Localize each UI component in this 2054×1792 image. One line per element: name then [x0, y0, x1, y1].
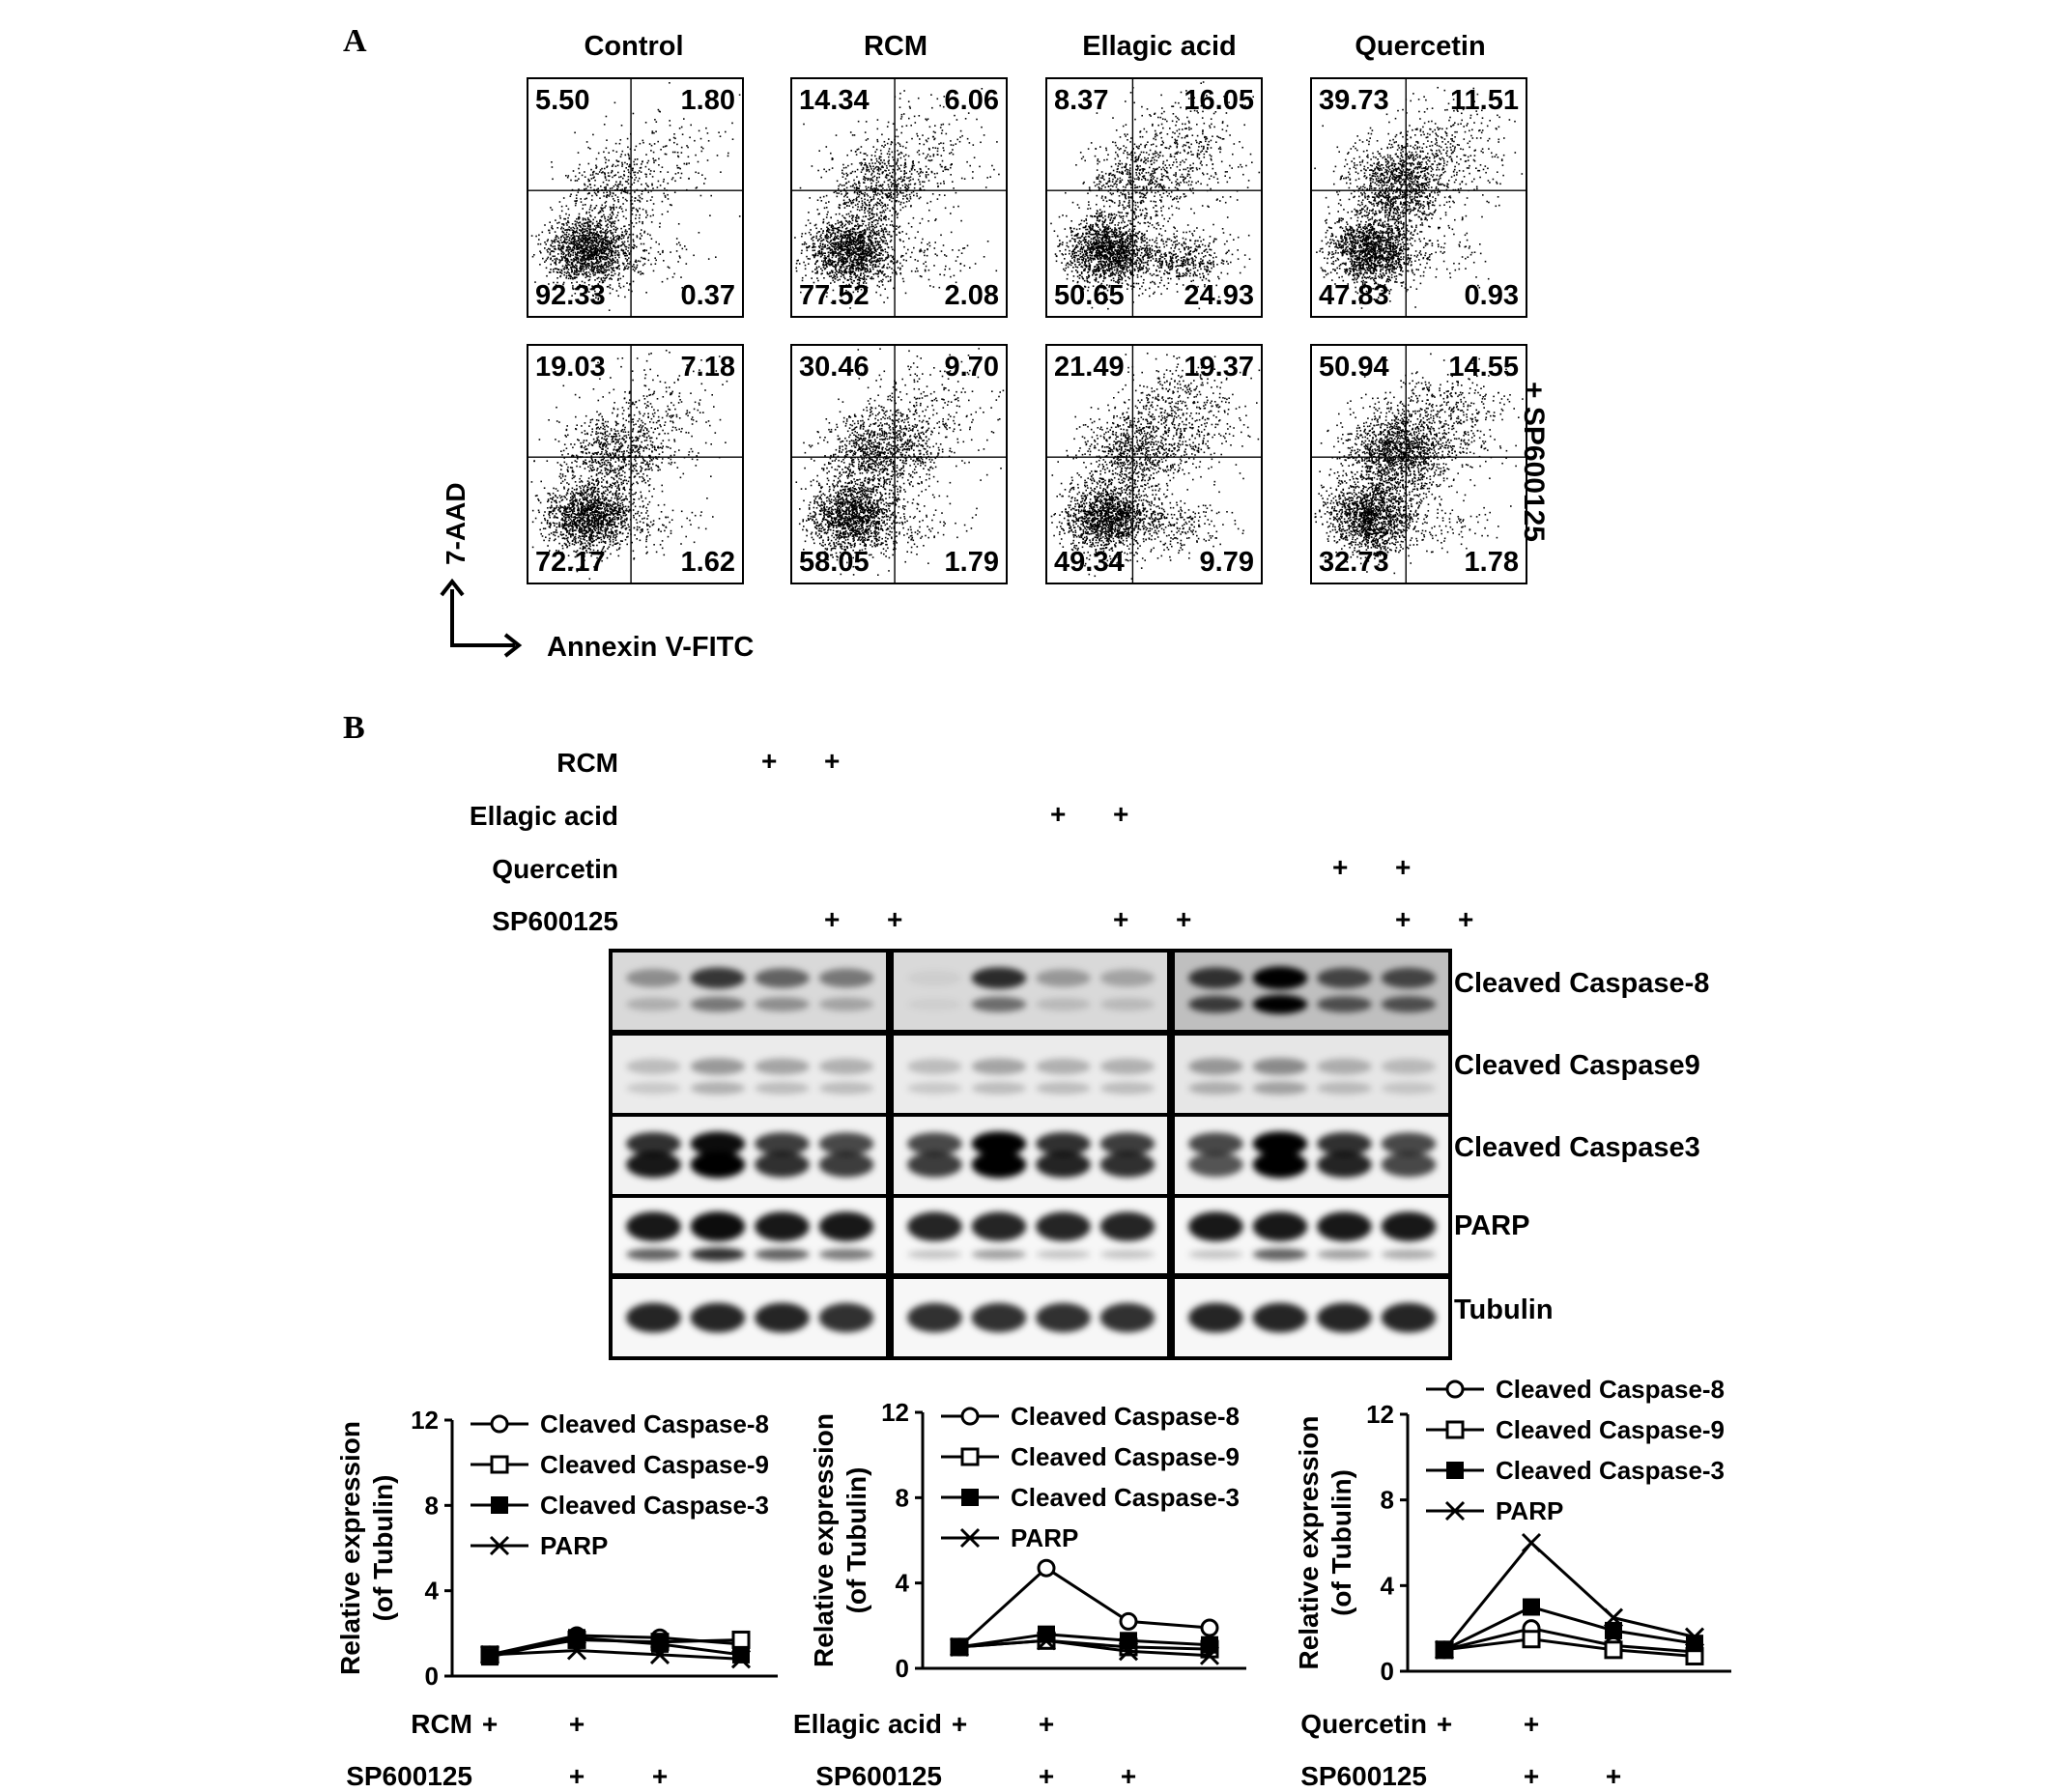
data-point	[733, 1632, 749, 1647]
y-axis-title-unit: (of Tubulin)	[368, 1475, 398, 1622]
quadrant-value-ul: 5.50	[535, 85, 589, 117]
y-tick-label: 4	[1381, 1571, 1395, 1600]
row-label-ellagic-acid: Ellagic acid	[470, 801, 618, 832]
y-tick-label: 8	[425, 1491, 439, 1520]
x-row-label: SP600125	[815, 1761, 942, 1791]
treatment-plus-mark: +	[761, 746, 777, 777]
legend-entry: Cleaved Caspase-9	[540, 1450, 769, 1479]
legend-marker	[1447, 1463, 1463, 1478]
quadrant-value-ll: 50.65	[1054, 280, 1125, 312]
blot-label-tubulin: Tubulin	[1454, 1294, 1554, 1326]
y-axis-title-unit: (of Tubulin)	[842, 1467, 871, 1614]
treatment-plus-mark: +	[1458, 904, 1473, 935]
y-tick-label: 12	[881, 1398, 909, 1427]
x-row-label: Ellagic acid	[793, 1709, 942, 1739]
legend-marker	[492, 1497, 507, 1513]
quadrant-value-ll: 47.83	[1319, 280, 1389, 312]
treatment-plus-mark: +	[824, 904, 840, 935]
quadrant-value-ll: 49.34	[1054, 547, 1125, 579]
x-row-plus: +	[1121, 1761, 1136, 1791]
y-axis-label-7aad: 7-AAD	[441, 482, 471, 565]
x-row-label: SP600125	[1300, 1761, 1427, 1791]
legend-marker	[492, 1416, 507, 1432]
column-title-quercetin: Quercetin	[1314, 31, 1526, 63]
data-point	[1524, 1600, 1539, 1615]
legend-entry: PARP	[540, 1531, 608, 1560]
y-axis-title: Relative expression	[1294, 1415, 1324, 1669]
quadrant-value-lr: 24.93	[1184, 280, 1254, 312]
x-row-plus: +	[1606, 1761, 1621, 1791]
legend-marker	[1447, 1422, 1463, 1437]
legend-entry: Cleaved Caspase-8	[1011, 1402, 1240, 1431]
legend-entry: Cleaved Caspase-9	[1011, 1442, 1240, 1471]
quadrant-value-ur: 11.51	[1450, 85, 1519, 117]
legend-entry: PARP	[1496, 1496, 1563, 1525]
data-point	[1524, 1632, 1539, 1647]
x-axis-label-annexin: Annexin V-FITC	[547, 632, 754, 664]
x-row-plus: +	[569, 1761, 585, 1791]
quadrant-value-ul: 21.49	[1054, 352, 1125, 384]
quadrant-value-ul: 50.94	[1319, 352, 1389, 384]
data-point	[482, 1649, 498, 1664]
quadrant-value-lr: 1.62	[681, 547, 735, 579]
panel-b-letter: B	[343, 710, 365, 747]
y-axis-title: Relative expression	[335, 1421, 365, 1675]
treatment-plus-mark: +	[1395, 852, 1411, 883]
quadrant-value-lr: 9.79	[1200, 547, 1254, 579]
x-row-label: SP600125	[346, 1761, 472, 1791]
data-point	[1606, 1642, 1621, 1658]
x-row-label: Quercetin	[1300, 1709, 1427, 1739]
quadrant-value-ll: 32.73	[1319, 547, 1389, 579]
treatment-plus-mark: +	[887, 904, 902, 935]
treatment-plus-mark: +	[1113, 799, 1128, 830]
x-row-plus: +	[1524, 1709, 1539, 1739]
blot-label-cleaved-caspase-3: Cleaved Caspase3	[1454, 1132, 1700, 1164]
y-tick-label: 8	[896, 1483, 909, 1512]
quadrant-value-ur: 19.37	[1184, 352, 1254, 384]
quadrant-value-ll: 72.17	[535, 547, 606, 579]
column-title-control: Control	[528, 31, 740, 63]
data-point	[1523, 1534, 1540, 1551]
data-point	[1039, 1560, 1054, 1576]
quadrant-value-ll: 58.05	[799, 547, 870, 579]
y-tick-label: 0	[1381, 1657, 1394, 1686]
quadrant-value-ur: 7.18	[681, 352, 735, 384]
sp600125-side-label: + SP600125	[1517, 382, 1550, 542]
chart-3	[1294, 1375, 1731, 1791]
row-label-sp600125: SP600125	[492, 906, 618, 937]
quadrant-value-ul: 8.37	[1054, 85, 1108, 117]
blot-label-cleaved-caspase-9: Cleaved Caspase9	[1454, 1050, 1700, 1082]
quadrant-value-ul: 39.73	[1319, 85, 1389, 117]
legend-entry: Cleaved Caspase-3	[1496, 1456, 1725, 1485]
legend-marker	[962, 1449, 978, 1465]
row-label-rcm: RCM	[556, 748, 618, 779]
legend-entry: Cleaved Caspase-3	[540, 1491, 769, 1520]
panel-a-letter: A	[343, 23, 367, 60]
x-row-plus: +	[1039, 1709, 1054, 1739]
y-tick-label: 0	[425, 1662, 439, 1691]
data-point	[1202, 1620, 1217, 1636]
x-row-label: RCM	[411, 1709, 472, 1739]
blot-label-parp: PARP	[1454, 1210, 1529, 1242]
treatment-plus-mark: +	[1050, 799, 1066, 830]
legend-entry: PARP	[1011, 1523, 1078, 1552]
column-title-rcm: RCM	[789, 31, 1002, 63]
data-point	[1121, 1613, 1136, 1629]
y-axis-title-unit: (of Tubulin)	[1327, 1469, 1356, 1616]
quadrant-value-ur: 16.05	[1184, 85, 1254, 117]
y-tick-label: 4	[896, 1569, 910, 1598]
quadrant-value-lr: 1.78	[1465, 547, 1519, 579]
legend-marker	[1447, 1381, 1463, 1397]
series-line	[1444, 1543, 1695, 1650]
y-tick-label: 8	[1381, 1486, 1394, 1515]
treatment-plus-mark: +	[1395, 904, 1411, 935]
quadrant-value-ul: 30.46	[799, 352, 870, 384]
legend-marker	[962, 1490, 978, 1505]
quadrant-value-lr: 1.79	[945, 547, 999, 579]
quadrant-value-ur: 9.70	[945, 352, 999, 384]
y-tick-label: 12	[411, 1406, 439, 1435]
series-line	[959, 1568, 1210, 1647]
quadrant-value-lr: 0.93	[1465, 280, 1519, 312]
quadrant-value-ll: 92.33	[535, 280, 606, 312]
treatment-plus-mark: +	[1113, 904, 1128, 935]
legend-marker	[492, 1457, 507, 1472]
blot-label-cleaved-caspase-8: Cleaved Caspase-8	[1454, 968, 1709, 1000]
x-row-plus: +	[1524, 1761, 1539, 1791]
quadrant-value-ul: 19.03	[535, 352, 606, 384]
x-row-plus: +	[482, 1709, 498, 1739]
y-tick-label: 4	[425, 1577, 440, 1606]
x-row-plus: +	[1039, 1761, 1054, 1791]
treatment-plus-mark: +	[1176, 904, 1191, 935]
x-row-plus: +	[952, 1709, 967, 1739]
chart-2	[793, 1398, 1246, 1791]
legend-entry: Cleaved Caspase-8	[1496, 1375, 1725, 1404]
legend-entry: Cleaved Caspase-9	[1496, 1415, 1725, 1444]
quadrant-value-ur: 14.55	[1448, 352, 1519, 384]
x-row-plus: +	[569, 1709, 585, 1739]
quadrant-value-ul: 14.34	[799, 85, 870, 117]
series-line	[490, 1651, 741, 1660]
quadrant-value-lr: 0.37	[681, 280, 735, 312]
row-label-quercetin: Quercetin	[492, 854, 618, 885]
chart-1	[335, 1406, 778, 1791]
y-tick-label: 0	[896, 1654, 909, 1683]
x-row-plus: +	[652, 1761, 668, 1791]
y-axis-title: Relative expression	[809, 1413, 839, 1667]
legend-entry: Cleaved Caspase-3	[1011, 1483, 1240, 1512]
treatment-plus-mark: +	[824, 746, 840, 777]
legend-entry: Cleaved Caspase-8	[540, 1409, 769, 1438]
y-tick-label: 12	[1366, 1400, 1394, 1429]
legend-marker	[962, 1408, 978, 1424]
quadrant-value-ll: 77.52	[799, 280, 870, 312]
quadrant-value-lr: 2.08	[945, 280, 999, 312]
treatment-plus-mark: +	[1332, 852, 1348, 883]
x-row-plus: +	[1437, 1709, 1452, 1739]
quadrant-value-ur: 6.06	[945, 85, 999, 117]
column-title-ellagic-acid: Ellagic acid	[1039, 31, 1280, 63]
quadrant-value-ur: 1.80	[681, 85, 735, 117]
